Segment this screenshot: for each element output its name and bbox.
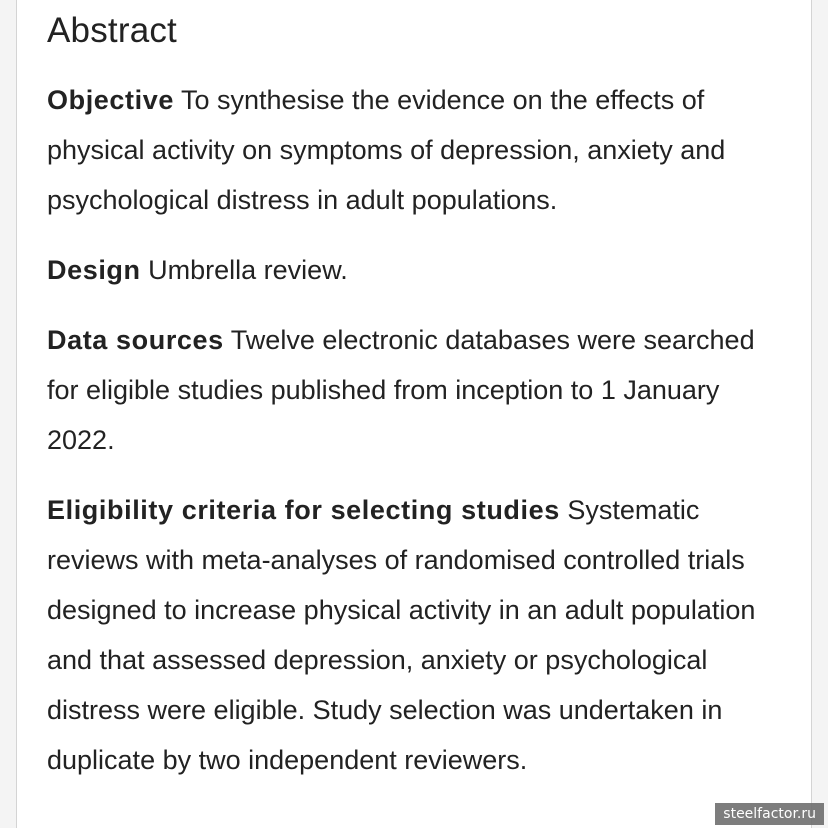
design-text: Umbrella review.: [148, 255, 348, 285]
objective-text: To synthesise the evidence on the effects of physical activity on symptoms of depression, anxiety and psychological distress in adult populations.: [47, 85, 726, 215]
design-section: [47, 245, 787, 295]
eligibility-section: [47, 485, 787, 785]
abstract-heading: Abstract: [47, 11, 177, 50]
data-sources-section: [47, 315, 787, 465]
data-sources-text: Twelve electronic databases were searched for eligible studies published from inception to 1 January 2022.: [47, 325, 755, 455]
objective-label: Objective: [47, 85, 174, 115]
data-sources-label: Data sources: [47, 325, 224, 355]
eligibility-label: Eligibility criteria for selecting studies: [47, 495, 560, 525]
watermark-badge: steelfactor.ru: [715, 803, 824, 825]
objective-section: [47, 75, 787, 225]
design-label: Design: [47, 255, 141, 285]
eligibility-text: Systematic reviews with meta-analyses of randomised controlled trials designed to increase physical activity in an adult population and that assessed depression, anxiety or psychological distress were eligible. Study selection was undertaken in duplicate by two independent reviewers.: [47, 495, 756, 775]
